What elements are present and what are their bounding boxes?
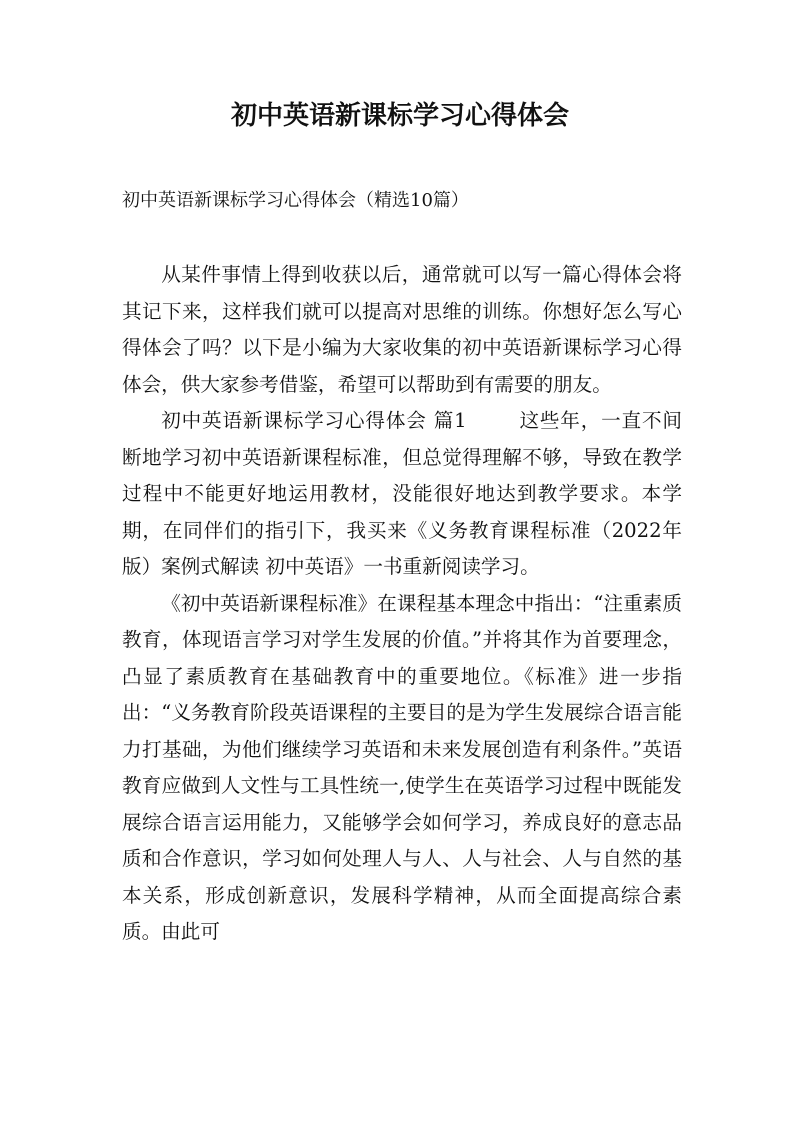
document-title: 初中英语新课标学习心得体会 xyxy=(230,101,569,131)
article-1-heading: 初中英语新课标学习心得体会 篇1 xyxy=(161,409,467,432)
document-body xyxy=(122,257,682,951)
document-subtitle: 初中英语新课标学习心得体会（精选10篇） xyxy=(122,190,469,211)
article-1-paragraph-1 xyxy=(122,403,682,586)
intro-paragraph: 从某件事情上得到收获以后，通常就可以写一篇心得体会将其记下来，这样我们就可以提高对思维的训练。你想好怎么写心得体会了吗？以下是小编为大家收集的初中英语新课标学习心得体会，供大家参考借鉴，希望可以帮助到有需要的朋友。 xyxy=(122,263,682,396)
article-1-paragraph-1-text: 这些年，一直不间断地学习初中英语新课程标准，但总觉得理解不够，导致在教学过程中不能更好地运用教材，没能很好地达到教学要求。本学期，在同伴们的指引下，我买来《义务教育课程标准（2022年版）案例式解读 初中英语》一书重新阅读学习。 xyxy=(122,409,682,578)
article-1-paragraph-2: 《初中英语新课程标准》在课程基本理念中指出：“注重素质教育，体现语言学习对学生发展的价值。”并将其作为首要理念，凸显了素质教育在基础教育中的重要地位。《标准》进一步指出：“义务教育阶段英语课程的主要目的是为学生发展综合语言能力打基础，为他们继续学习英语和未来发展创造有利条件。”英语教育应做到人文性与工具性统一,使学生在英语学习过程中既能发展综合语言运用能力，又能够学会如何学习，养成良好的意志品质和合作意识，学习如何处理人与人、人与社会、人与自然的基本关系，形成创新意识，发展科学精神，从而全面提高综合素质。由此可 xyxy=(122,591,682,943)
